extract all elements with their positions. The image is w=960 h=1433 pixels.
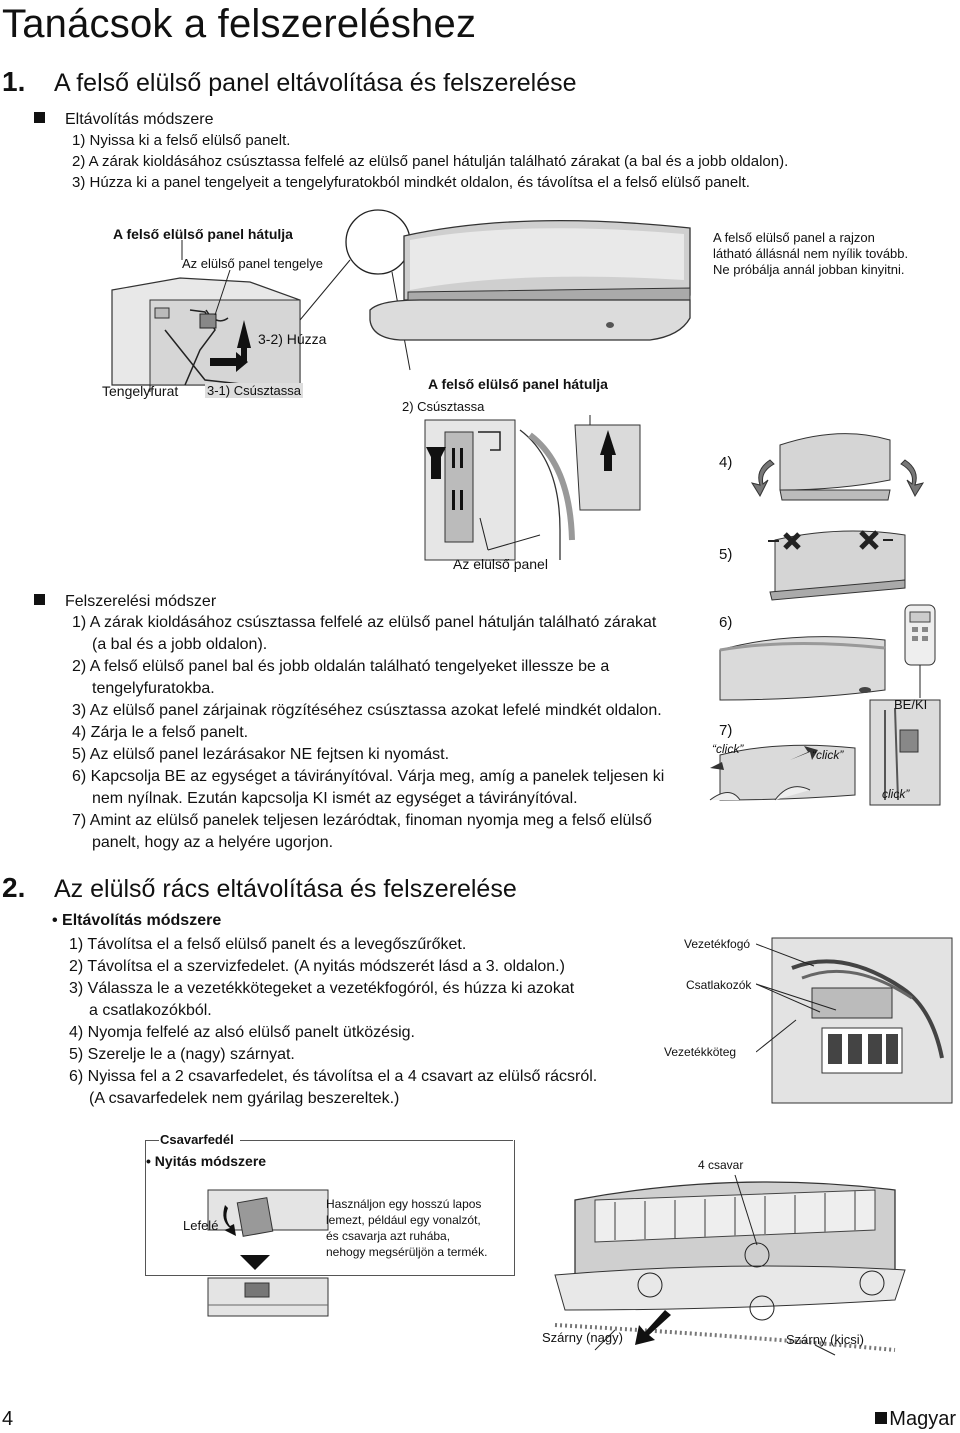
label-click-2: “click” <box>812 748 844 762</box>
language-label <box>875 1408 956 1431</box>
section2-step-line: 5) Szerelje le a (nagy) szárnyat. <box>69 1046 295 1063</box>
tool-note-line: Használjon egy hosszú lapos <box>326 1197 482 1211</box>
label-four-screws: 4 csavar <box>698 1158 744 1172</box>
install-step <box>72 810 692 854</box>
install-steps <box>72 612 692 854</box>
section2-step-line: 1) Távolítsa el a felső elülső panelt és a levegőszűrőket. <box>69 936 467 953</box>
screw-cover-illustration <box>180 1180 340 1320</box>
label-note-line: látható állásnál nem nyílik tovább. <box>713 246 909 261</box>
label-note-line: A felső elülső panel a rajzon <box>713 230 875 245</box>
section2-removal-heading: • Eltávolítás módszere <box>52 912 222 929</box>
square-bullet-icon <box>34 594 45 605</box>
section2-step-line: 3) Válassza le a vezetékkötegeket a vezetékfogóról, és húzza ki azokat <box>69 980 575 997</box>
tool-note-line: és csavarja azt ruhába, <box>326 1229 451 1243</box>
label-panel-back-mid: A felső elülső panel hátulja <box>428 376 608 392</box>
install-step-line: panelt, hogy az a helyére ugorjon. <box>92 834 334 851</box>
language-text: Magyar <box>889 1408 956 1430</box>
label-on-off: BE/KI <box>894 697 928 712</box>
label-slide-2: 2) Csúsztassa <box>402 399 485 414</box>
install-step-line: 5) Az elülső panel lezárásakor NE fejtsen ki nyomást. <box>72 746 450 763</box>
label-front-panel: Az elülső panel <box>453 556 548 572</box>
tool-note-line: lemezt, például egy vonalzót, <box>326 1213 481 1227</box>
section2-removal-steps <box>69 934 649 1110</box>
section-1-title: A felső elülső panel eltávolítása és felszerelése <box>54 69 577 97</box>
tool-note <box>326 1196 487 1260</box>
label-shaft-hole: Tengelyfurat <box>102 383 179 399</box>
square-bullet-icon <box>34 112 45 123</box>
label-step-5: 5) <box>719 546 733 563</box>
page-title: Tanácsok a felszereléshez <box>2 2 477 46</box>
install-step <box>72 722 692 744</box>
install-heading <box>34 591 216 612</box>
page-number: 4 <box>2 1408 14 1430</box>
section2-step-line: 2) Távolítsa el a szervizfedelet. (A nyitás módszerét lásd a 3. oldalon.) <box>69 958 565 975</box>
section2-step <box>69 934 649 956</box>
screw-cover-box-edge <box>240 1140 513 1141</box>
section2-step <box>69 1066 649 1110</box>
label-wire-harness: Vezetékköteg <box>664 1045 737 1059</box>
label-connectors: Csatlakozók <box>686 978 752 992</box>
section2-step-line: a csatlakozókból. <box>89 1002 212 1019</box>
square-bullet-icon <box>875 1412 887 1424</box>
install-step <box>72 766 692 810</box>
screw-cover-box-edge <box>145 1140 159 1141</box>
label-panel-back-top: A felső elülső panel hátulja <box>113 226 293 242</box>
label-flap-small: Szárny (kicsi) <box>786 1332 865 1347</box>
label-step-6: 6) <box>719 614 733 631</box>
removal-step: 3) Húzza ki a panel tengelyeit a tengelyfuratokból mindkét oldalon, és távolítsa el a felső elülső panelt. <box>72 174 750 191</box>
install-step <box>72 700 692 722</box>
section2-step-line: 4) Nyomja felfelé az alsó elülső panelt ütközésig. <box>69 1024 415 1041</box>
label-panel-shaft: Az elülső panel tengelye <box>182 256 323 271</box>
section-1-number: 1. <box>2 66 26 97</box>
install-step-line: 6) Kapcsolja BE az egységet a távirányítóval. Várja meg, amíg a panelek teljesen ki <box>72 768 665 785</box>
label-screw-cover: Csavarfedél <box>160 1132 234 1147</box>
install-step-line: 3) Az elülső panel zárjainak rögzítéséhez csúsztassa azokat lefelé mindkét oldalon. <box>72 702 662 719</box>
label-pull: 3-2) Húzza <box>258 331 327 347</box>
install-step-line: (a bal és a jobb oldalon). <box>92 636 268 653</box>
install-step-line: 2) A felső elülső panel bal és jobb oldalán található tengelyeket illessze be a <box>72 658 610 675</box>
install-step <box>72 744 692 766</box>
install-step <box>72 656 692 700</box>
removal-step: 1) Nyissa ki a felső elülső panelt. <box>72 132 291 149</box>
label-open-method: • Nyitás módszere <box>146 1153 267 1169</box>
install-step-line: 4) Zárja le a felső panelt. <box>72 724 249 741</box>
removal-steps <box>72 130 788 193</box>
section-2-title: Az elülső rács eltávolítása és felszerelése <box>54 875 517 903</box>
install-step-line: nem nyílnak. Ezután kapcsolja KI ismét az egységet a távirányítóval. <box>92 790 578 807</box>
tool-note-line: nehogy megsérüljön a termék. <box>326 1245 488 1259</box>
label-note-line: Ne próbálja annál jobban kinyitni. <box>713 262 905 277</box>
install-step-line: tengelyfuratokba. <box>92 680 215 697</box>
section2-step <box>69 978 649 1022</box>
label-down: Lefelé <box>183 1218 219 1233</box>
removal-heading-text: Eltávolítás módszere <box>65 111 214 128</box>
label-flap-large: Szárny (nagy) <box>542 1330 623 1345</box>
install-step <box>72 612 692 656</box>
label-wire-clamp: Vezetékfogó <box>684 937 751 951</box>
label-note <box>713 230 908 278</box>
install-heading-text: Felszerelési módszer <box>65 593 217 610</box>
install-step-line: 1) A zárak kioldásához csúsztassa felfelé az elülső panel hátulján található zárakat <box>72 614 657 631</box>
label-slide-1: 3-1) Csúsztassa <box>207 383 301 398</box>
wiring-leader-lines <box>756 940 896 1060</box>
section2-step <box>69 956 649 978</box>
label-step-4: 4) <box>719 454 733 471</box>
removal-heading <box>34 109 214 130</box>
section-2-number: 2. <box>2 872 26 903</box>
label-click-3: click” <box>882 787 910 801</box>
label-click-1: “click” <box>712 742 744 756</box>
section2-step <box>69 1022 649 1044</box>
removal-step: 2) A zárak kioldásához csúsztassa felfelé az elülső panel hátulján található zárakat (a bal és a jobb oldalon). <box>72 153 789 170</box>
section2-step-line: (A csavarfedelek nem gyárilag beszereltek.) <box>89 1090 400 1107</box>
install-step-line: 7) Amint az elülső panelek teljesen lezáródtak, finoman nyomja meg a felső elülső <box>72 812 652 829</box>
label-step-7: 7) <box>719 722 733 739</box>
section2-step <box>69 1044 649 1066</box>
section2-step-line: 6) Nyissa fel a 2 csavarfedelet, és távolítsa el a 4 csavart az elülső rácsról. <box>69 1068 598 1085</box>
section-1-heading <box>2 66 577 98</box>
section-2-heading <box>2 872 517 904</box>
